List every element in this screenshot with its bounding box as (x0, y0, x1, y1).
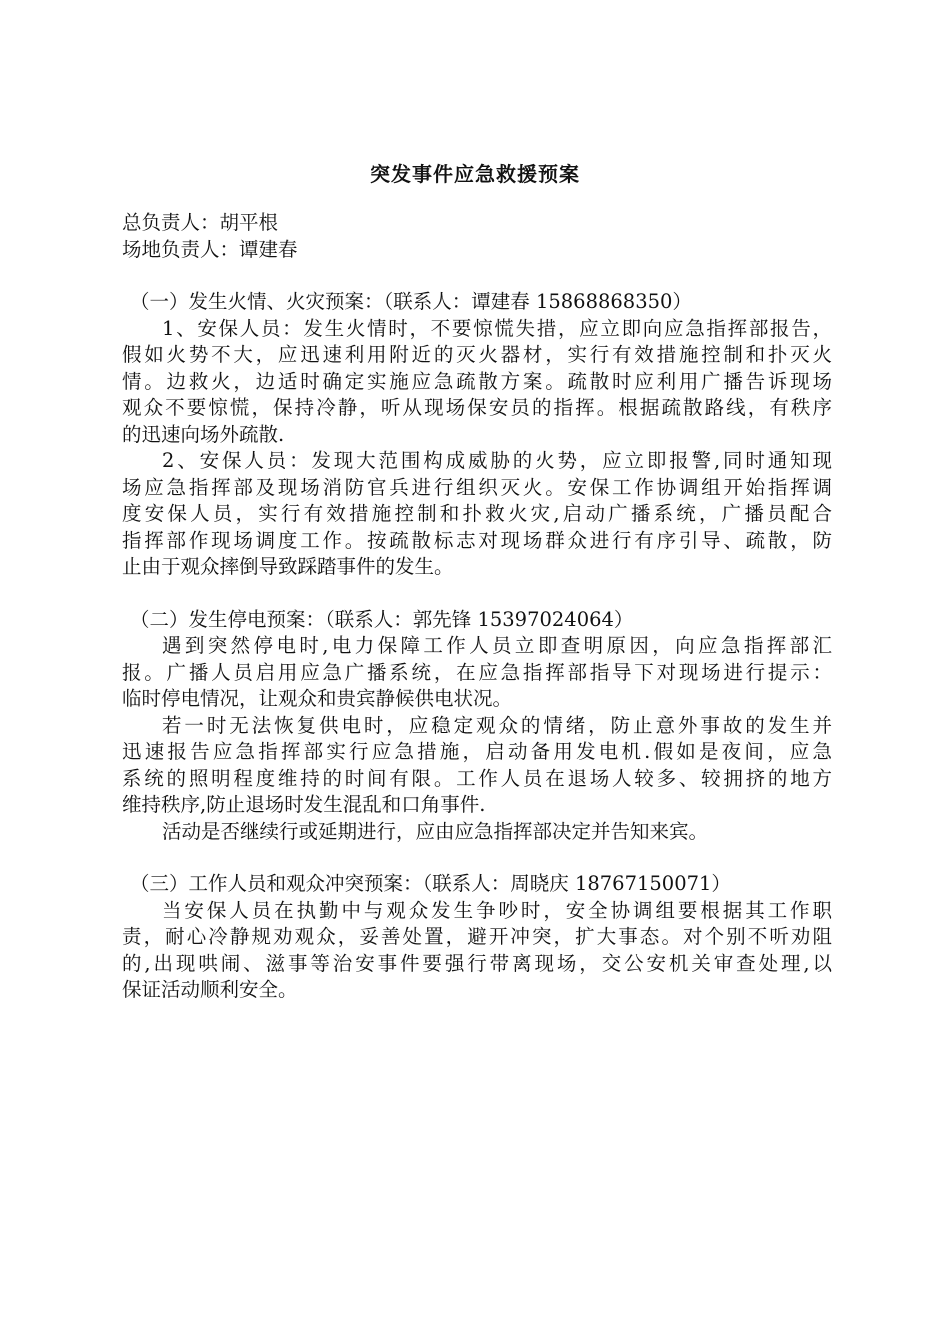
spacer (122, 581, 832, 607)
paragraph-line: 系统的照明程度维持的时间有限。工作人员在退场人较多、较拥挤的地方 (122, 766, 832, 790)
section-conflict-paragraph-1 (122, 898, 832, 1004)
paragraph-line: 场应急指挥部及现场消防官兵进行组织灭火。安保工作协调组开始指挥调 (122, 475, 832, 499)
paragraph-line: 当安保人员在执勤中与观众发生争吵时，安全协调组要根据其工作职 (162, 898, 832, 922)
section-power-paragraph-2 (122, 713, 832, 819)
document-title: 突发事件应急救援预案 (370, 162, 580, 186)
paragraph-line: 观众不要惊慌，保持冷静，听从现场保安员的指挥。根据疏散路线，有秩序 (122, 396, 832, 419)
spacer (122, 263, 832, 289)
paragraph-line: 的,出现哄闹、滋事等治安事件要强行带离现场，交公安机关审查处理,以 (122, 951, 832, 975)
paragraph-line: 报。广播人员启用应急广播系统，在应急指挥部指导下对现场进行提示： (122, 660, 832, 684)
section-fire-paragraph-2 (122, 448, 832, 581)
paragraph-line: 2、安保人员：发现大范围构成威胁的火势，应立即报警,同时通知现 (162, 449, 832, 472)
paragraph-line: 迅速报告应急指挥部实行应急措施，启动备用发电机.假如是夜间，应急 (122, 740, 832, 763)
section-fire-heading: （一）发生火情、火灾预案：（联系人：谭建春 15868868350） (130, 290, 692, 313)
paragraph-line: 止由于观众摔倒导致踩踏事件的发生。 (122, 555, 454, 578)
paragraph-line: 若一时无法恢复供电时，应稳定观众的情绪，防止意外事故的发生并 (162, 713, 832, 737)
document-body (122, 210, 832, 1004)
paragraph-line: 保证活动顺利安全。 (122, 978, 298, 1001)
section-fire-paragraph-1 (122, 316, 832, 449)
paragraph-line: 假如火势不大，应迅速利用附近的灭火器材，实行有效措施控制和扑灭火 (122, 343, 832, 366)
site-responsible: 场地负责人：谭建春 (122, 237, 298, 261)
paragraph-line: 遇到突然停电时,电力保障工作人员立即查明原因，向应急指挥部汇 (162, 634, 832, 657)
paragraph-line: 责，耐心冷静规劝观众，妥善处置，避开冲突，扩大事态。对个别不听劝阻 (122, 925, 832, 948)
paragraph-line: 1、安保人员：发生火情时，不要惊慌失措，应立即向应急指挥部报告， (162, 316, 832, 340)
section-power-heading: （二）发生停电预案：（联系人：郭先锋 15397024064） (130, 607, 634, 631)
spacer (122, 845, 832, 871)
section-power-paragraph-3: 活动是否继续行或延期进行，应由应急指挥部决定并告知来宾。 (162, 819, 709, 843)
paragraph-line: 的迅速向场外疏散. (122, 422, 285, 446)
general-responsible: 总负责人：胡平根 (122, 211, 279, 234)
paragraph-line: 临时停电情况，让观众和贵宾静候供电状况。 (122, 687, 513, 710)
paragraph-line: 情。边救火，边适时确定实施应急疏散方案。疏散时应利用广播告诉现场 (122, 369, 832, 393)
paragraph-line: 度安保人员，实行有效措施控制和扑救火灾,启动广播系统，广播员配合 (122, 502, 832, 525)
paragraph-line: 维持秩序,防止退场时发生混乱和口角事件. (122, 793, 486, 816)
section-conflict-heading: （三）工作人员和观众冲突预案：（联系人：周晓庆 18767150071） (130, 872, 731, 895)
paragraph-line: 指挥部作现场调度工作。按疏散标志对现场群众进行有序引导、疏散，防 (122, 528, 832, 552)
section-power-paragraph-1 (122, 633, 832, 713)
